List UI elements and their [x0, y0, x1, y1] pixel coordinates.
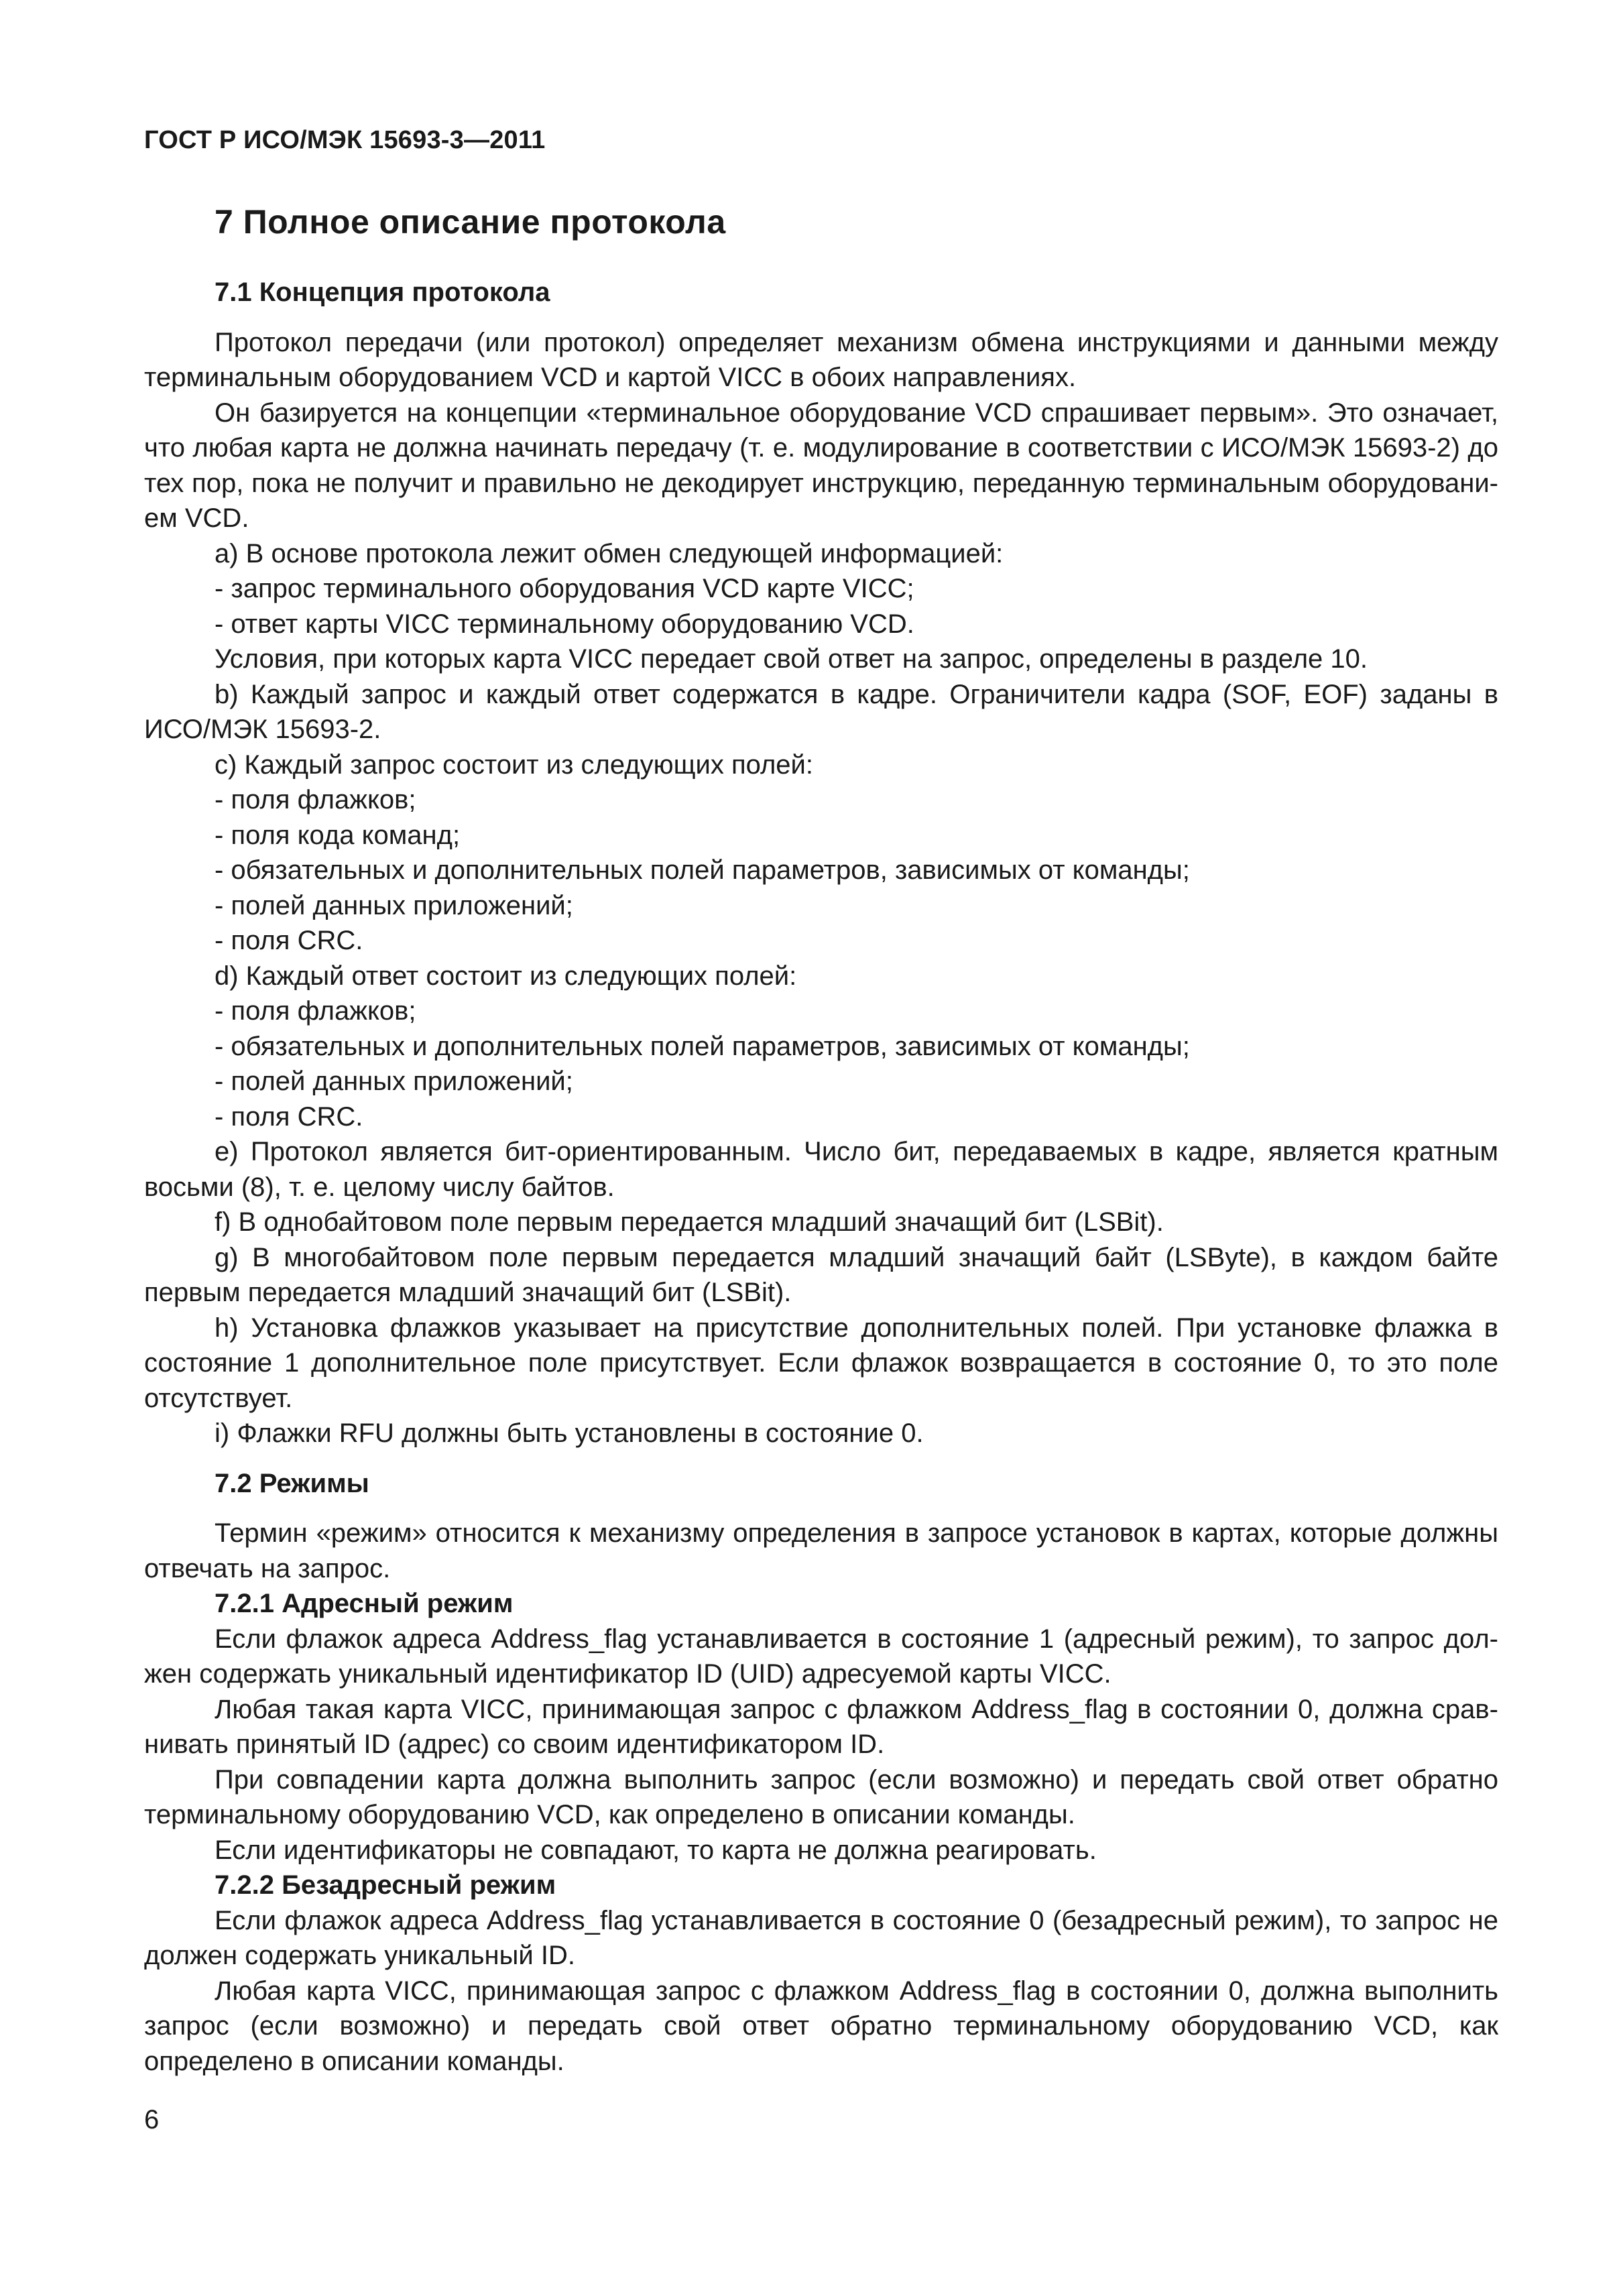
body-paragraph: Если идентификаторы не совпадают, то карта не должна реагировать. — [215, 1835, 1097, 1865]
document-body — [144, 275, 1498, 2079]
body-paragraph: Любая карта VICC, принимающая запрос с флажком Address_flag в состоянии 0, должна выполнить запрос (если возможно) и передать свой ответ обратно терминальному оборудованию VCD, как определено в описании команды. — [144, 1976, 1498, 2076]
body-paragraph: - обязательных и дополнительных полей параметров, зависимых от команды; — [215, 855, 1190, 885]
body-paragraph: а) В основе протокола лежит обмен следующей информацией: — [215, 538, 1004, 568]
subsection-heading: 7.2 Режимы — [215, 1468, 369, 1498]
body-paragraph: - ответ карты VICC терминальному оборудованию VCD. — [215, 609, 914, 639]
body-paragraph: Термин «режим» относится к механизму определения в запросе установок в картах, которые должны отвечать на запрос. — [144, 1518, 1498, 1583]
body-paragraph: b) Каждый запрос и каждый ответ содержатся в кадре. Ограничители кадра (SOF, EOF) заданы в ИСО/МЭК 15693-2. — [144, 679, 1498, 744]
subsection-heading: 7.1 Концепция протокола — [215, 278, 550, 307]
body-paragraph: Если флажок адреса Address_flag устанавливается в состояние 1 (адресный режим), то запрос должен содержать уникальный идентификатор ID (UID) адресуемой карты VICC. — [144, 1624, 1498, 1689]
section-title: 7 Полное описание протокола — [215, 203, 726, 241]
body-paragraph: - поля флажков; — [215, 785, 416, 814]
page-number: 6 — [144, 2105, 160, 2134]
body-paragraph: h) Установка флажков указывает на присутствие дополнительных полей. При установке флажка в состояние 1 дополнительное поле присутствует. Если флажок возвращается в состояние 0, то это поле отсутствует. — [144, 1313, 1498, 1413]
body-paragraph: f) В однобайтовом поле первым передается младший значащий бит (LSBit). — [215, 1207, 1164, 1237]
body-paragraph: - поля CRC. — [215, 926, 363, 955]
body-paragraph: Любая такая карта VICC, принимающая запрос с флажком Address_flag в состоянии 0, должна сравнивать принятый ID (адрес) со своим идентификатором ID. — [144, 1694, 1498, 1759]
subsubsection-heading: 7.2.1 Адресный режим — [215, 1589, 514, 1618]
document-header: ГОСТ Р ИСО/МЭК 15693-3—2011 — [144, 126, 546, 154]
body-paragraph: - полей данных приложений; — [215, 890, 573, 920]
body-paragraph: - поля кода команд; — [215, 820, 461, 850]
body-paragraph: g) В многобайтовом поле первым передается младший значащий байт (LSByte), в каждом байте первым передается младший значащий бит (LSBit). — [144, 1242, 1498, 1307]
body-paragraph: - полей данных приложений; — [215, 1067, 573, 1096]
body-paragraph: с) Каждый запрос состоит из следующих полей: — [215, 749, 814, 780]
body-paragraph: - поля CRC. — [215, 1101, 363, 1132]
body-paragraph: Если флажок адреса Address_flag устанавливается в состояние 0 (безадресный режим), то запрос не должен содержать уникальный ID. — [144, 1905, 1498, 1970]
body-paragraph: i) Флажки RFU должны быть установлены в состояние 0. — [215, 1418, 924, 1448]
body-paragraph: Он базируется на концепции «терминальное оборудование VCD спрашивает первым». Это означает, что любая карта не должна начинать передачу (т. е. модулирование в соответствии с ИСО/МЭК 15693-2) до тех пор, пока не получит и правильно не декодирует инструкцию, переданную терминальным оборудованием VCD. — [144, 398, 1498, 533]
body-paragraph: При совпадении карта должна выполнить запрос (если возможно) и передать свой ответ обратно терминальному оборудованию VCD, как определено в описании команды. — [144, 1764, 1498, 1829]
body-paragraph: е) Протокол является бит-ориентированным. Число бит, передаваемых в кадре, является кратным восьми (8), т. е. целому числу байтов. — [144, 1137, 1498, 1202]
body-paragraph: Условия, при которых карта VICC передает свой ответ на запрос, определены в разделе 10. — [215, 644, 1368, 674]
body-paragraph: d) Каждый ответ состоит из следующих полей: — [215, 961, 797, 991]
body-paragraph: - поля флажков; — [215, 996, 416, 1026]
body-paragraph: - обязательных и дополнительных полей параметров, зависимых от команды; — [215, 1031, 1190, 1061]
subsubsection-heading: 7.2.2 Безадресный режим — [215, 1870, 556, 1900]
body-paragraph: Протокол передачи (или протокол) определяет механизм обмена инструкциями и данными между терминальным оборудованием VCD и картой VICC в обоих направлениях. — [144, 327, 1498, 392]
body-paragraph: - запрос терминального оборудования VCD карте VICC; — [215, 574, 914, 603]
